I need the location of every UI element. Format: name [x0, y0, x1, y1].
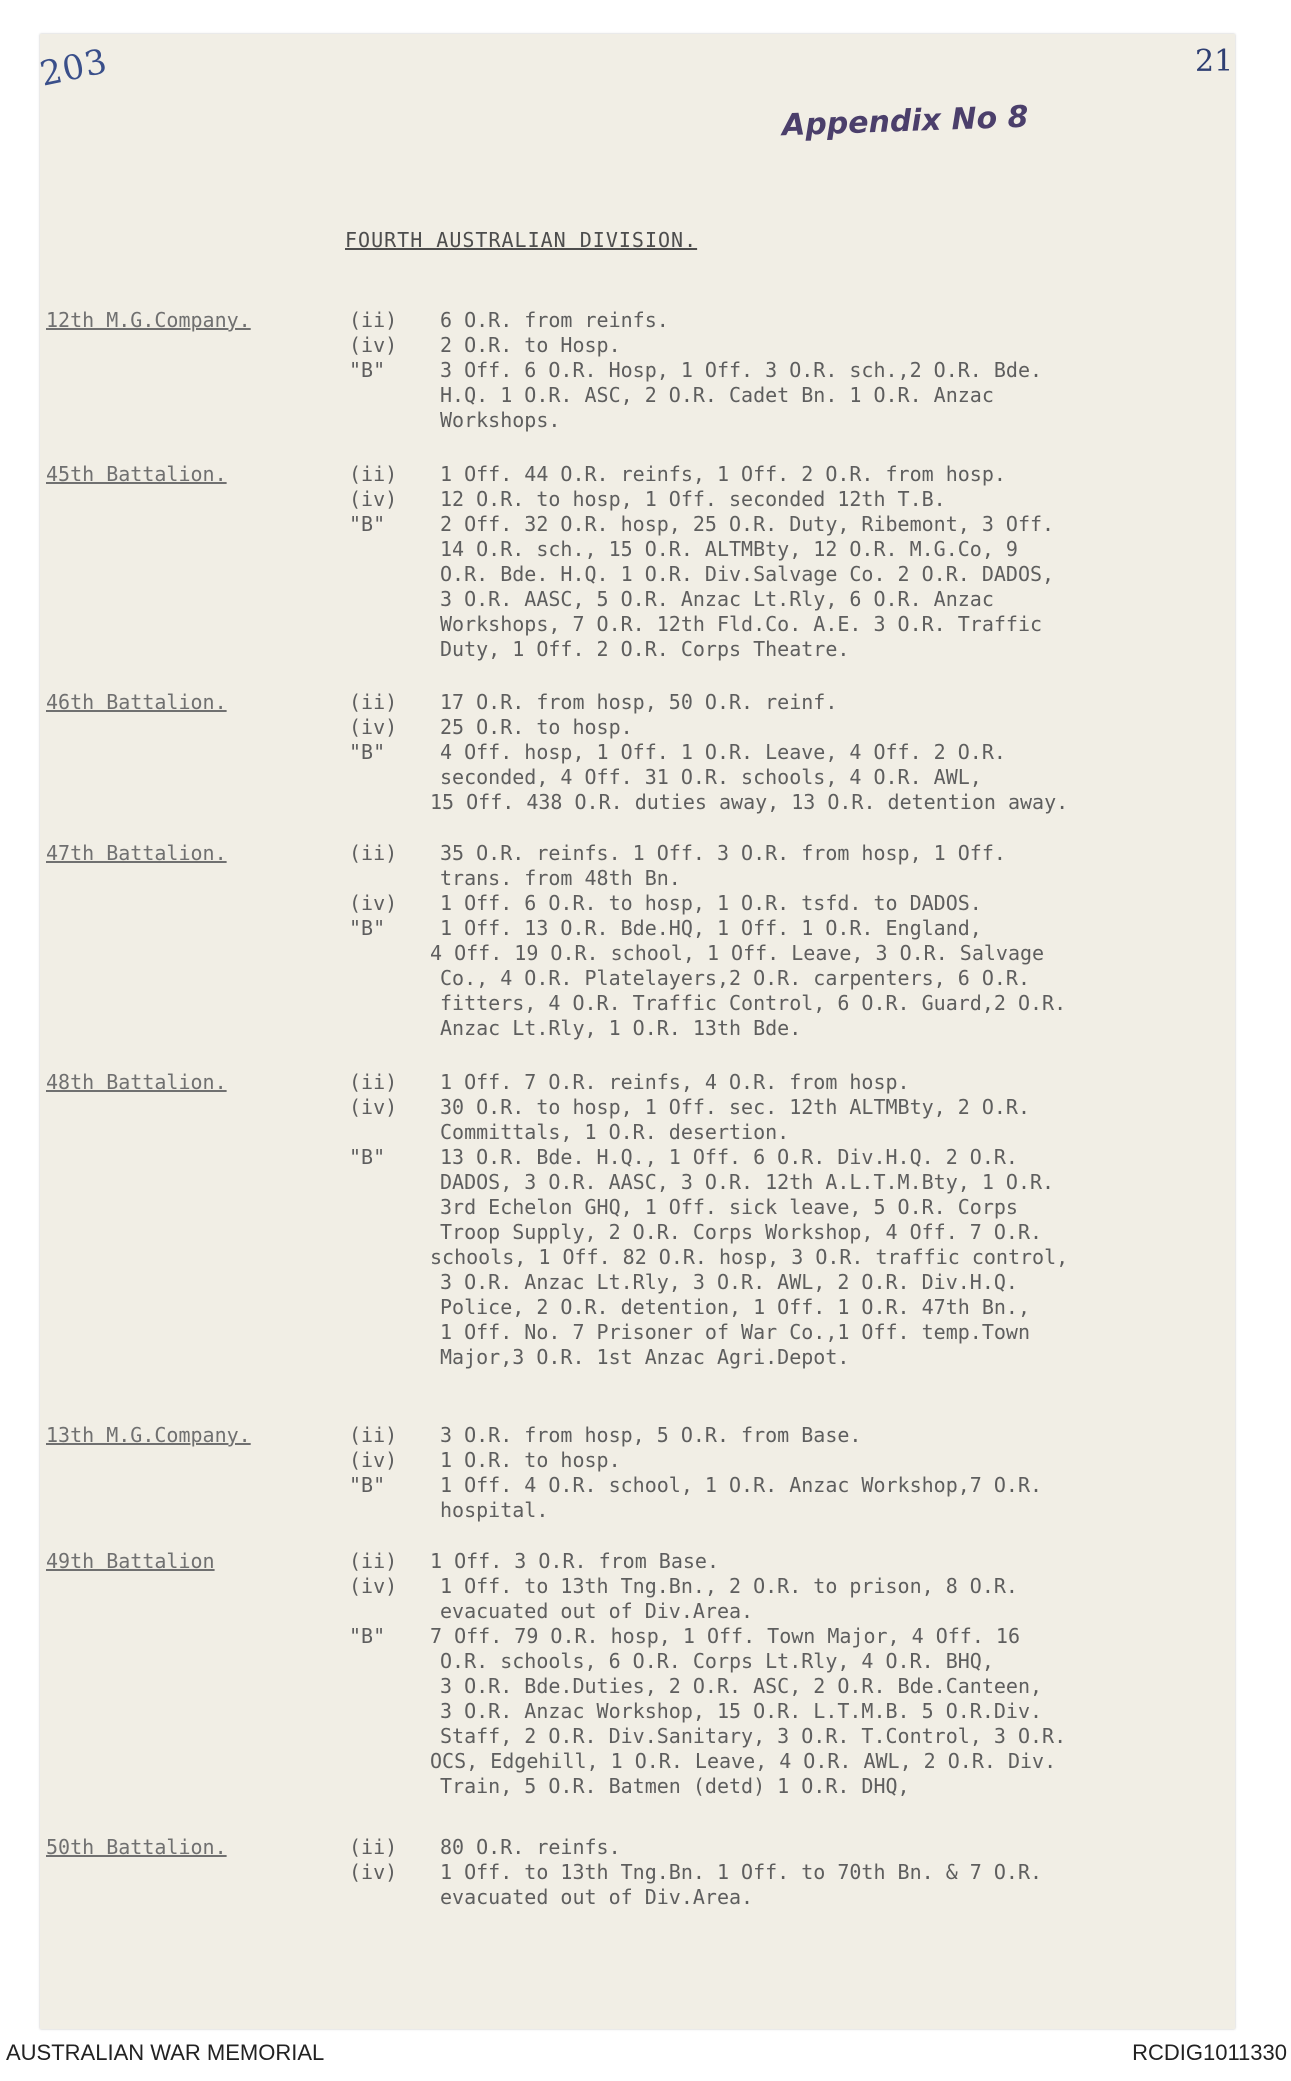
return-text: hospital.	[440, 1498, 549, 1522]
return-code: (ii)	[349, 1423, 398, 1447]
return-text: H.Q. 1 O.R. ASC, 2 O.R. Cadet Bn. 1 O.R. Anzac	[440, 383, 994, 407]
unit-name: 12th M.G.Company.	[46, 308, 251, 332]
return-text: 1 Off. to 13th Tng.Bn. 1 Off. to 70th Bn. & 7 O.R.	[440, 1860, 1043, 1884]
return-text: DADOS, 3 O.R. AASC, 3 O.R. 12th A.L.T.M.Bty, 1 O.R.	[440, 1170, 1055, 1194]
return-text: 3 O.R. Anzac Workshop, 15 O.R. L.T.M.B. 5 O.R.Div.	[440, 1699, 1043, 1723]
return-code: (ii)	[349, 1549, 398, 1573]
return-text: 1 Off. 13 O.R. Bde.HQ, 1 Off. 1 O.R. England,	[440, 916, 982, 940]
return-text: Anzac Lt.Rly, 1 O.R. 13th Bde.	[440, 1016, 802, 1040]
return-code: (iv)	[349, 891, 398, 915]
return-text: 14 O.R. sch., 15 O.R. ALTMBty, 12 O.R. M.G.Co, 9	[440, 537, 1018, 561]
return-text: OCS, Edgehill, 1 O.R. Leave, 4 O.R. AWL, 2 O.R. Div.	[430, 1749, 1057, 1773]
unit-name: 45th Battalion.	[46, 462, 227, 486]
return-text: 17 O.R. from hosp, 50 O.R. reinf.	[440, 690, 838, 714]
return-text: 1 Off. No. 7 Prisoner of War Co.,1 Off. temp.Town	[440, 1320, 1031, 1344]
return-code: "B"	[349, 1473, 386, 1497]
appendix-stamp: Appendix No 8	[781, 99, 1030, 144]
return-text: 3 O.R. from hosp, 5 O.R. from Base.	[440, 1423, 862, 1447]
return-text: 7 Off. 79 O.R. hosp, 1 Off. Town Major, 4 Off. 16	[430, 1624, 1021, 1648]
return-text: 1 Off. 3 O.R. from Base.	[430, 1549, 719, 1573]
return-code: (iv)	[349, 1574, 398, 1598]
return-code: (ii)	[349, 462, 398, 486]
return-text: 2 Off. 32 O.R. hosp, 25 O.R. Duty, Ribemont, 3 Off.	[440, 512, 1055, 536]
unit-name: 48th Battalion.	[46, 1070, 227, 1094]
return-text: Troop Supply, 2 O.R. Corps Workshop, 4 Off. 7 O.R.	[440, 1220, 1043, 1244]
return-code: (ii)	[349, 841, 398, 865]
return-text: O.R. Bde. H.Q. 1 O.R. Div.Salvage Co. 2 O.R. DADOS,	[440, 562, 1055, 586]
return-text: Co., 4 O.R. Platelayers,2 O.R. carpenters, 6 O.R.	[440, 966, 1031, 990]
return-text: 15 Off. 438 O.R. duties away, 13 O.R. detention away.	[430, 790, 1069, 814]
return-text: Workshops.	[440, 408, 561, 432]
return-code: (iv)	[349, 1095, 398, 1119]
return-code: "B"	[349, 512, 386, 536]
return-code: (iv)	[349, 487, 398, 511]
return-text: 4 Off. hosp, 1 Off. 1 O.R. Leave, 4 Off. 2 O.R.	[440, 740, 1006, 764]
return-text: fitters, 4 O.R. Traffic Control, 6 O.R. Guard,2 O.R.	[440, 991, 1067, 1015]
page-number: 21	[1195, 44, 1234, 79]
return-code: "B"	[349, 358, 386, 382]
return-code: (ii)	[349, 1835, 398, 1859]
return-text: 3 O.R. Bde.Duties, 2 O.R. ASC, 2 O.R. Bde.Canteen,	[440, 1674, 1043, 1698]
return-code: (ii)	[349, 690, 398, 714]
unit-name: 46th Battalion.	[46, 690, 227, 714]
return-text: 2 O.R. to Hosp.	[440, 333, 621, 357]
return-text: 3rd Echelon GHQ, 1 Off. sick leave, 5 O.R. Corps	[440, 1195, 1018, 1219]
return-text: 12 O.R. to hosp, 1 Off. seconded 12th T.B.	[440, 487, 946, 511]
return-text: 13 O.R. Bde. H.Q., 1 Off. 6 O.R. Div.H.Q. 2 O.R.	[440, 1145, 1018, 1169]
return-code: "B"	[349, 740, 386, 764]
return-text: seconded, 4 Off. 31 O.R. schools, 4 O.R. AWL,	[440, 765, 982, 789]
unit-name: 49th Battalion	[46, 1549, 215, 1573]
return-text: 1 Off. 4 O.R. school, 1 O.R. Anzac Workshop,7 O.R.	[440, 1473, 1043, 1497]
return-text: 30 O.R. to hosp, 1 Off. sec. 12th ALTMBty, 2 O.R.	[440, 1095, 1031, 1119]
unit-name: 50th Battalion.	[46, 1835, 227, 1859]
return-text: O.R. schools, 6 O.R. Corps Lt.Rly, 4 O.R. BHQ,	[440, 1649, 994, 1673]
return-code: "B"	[349, 1624, 386, 1648]
return-text: 6 O.R. from reinfs.	[440, 308, 669, 332]
unit-name: 47th Battalion.	[46, 841, 227, 865]
return-code: (iv)	[349, 715, 398, 739]
return-text: 35 O.R. reinfs. 1 Off. 3 O.R. from hosp, 1 Off.	[440, 841, 1006, 865]
return-text: 1 Off. 44 O.R. reinfs, 1 Off. 2 O.R. from hosp.	[440, 462, 1006, 486]
return-text: schools, 1 Off. 82 O.R. hosp, 3 O.R. traffic control,	[430, 1245, 1069, 1269]
return-text: 1 Off. to 13th Tng.Bn., 2 O.R. to prison, 8 O.R.	[440, 1574, 1018, 1598]
return-code: (ii)	[349, 308, 398, 332]
return-text: 3 O.R. AASC, 5 O.R. Anzac Lt.Rly, 6 O.R. Anzac	[440, 587, 994, 611]
unit-name: 13th M.G.Company.	[46, 1423, 251, 1447]
return-text: Major,3 O.R. 1st Anzac Agri.Depot.	[440, 1345, 850, 1369]
folio-stamp: 203	[36, 41, 112, 95]
return-text: 1 Off. 7 O.R. reinfs, 4 O.R. from hosp.	[440, 1070, 910, 1094]
return-text: 4 Off. 19 O.R. school, 1 Off. Leave, 3 O.R. Salvage	[430, 941, 1045, 965]
return-code: "B"	[349, 916, 386, 940]
return-text: Police, 2 O.R. detention, 1 Off. 1 O.R. 47th Bn.,	[440, 1295, 1031, 1319]
return-code: (ii)	[349, 1070, 398, 1094]
return-text: 3 O.R. Anzac Lt.Rly, 3 O.R. AWL, 2 O.R. Div.H.Q.	[440, 1270, 1018, 1294]
return-text: evacuated out of Div.Area.	[440, 1885, 754, 1909]
division-title: FOURTH AUSTRALIAN DIVISION.	[345, 228, 698, 252]
footer-record-id: RCDIG1011330	[1132, 2040, 1287, 2065]
return-text: Train, 5 O.R. Batmen (detd) 1 O.R. DHQ,	[440, 1774, 910, 1798]
return-code: (iv)	[349, 1448, 398, 1472]
return-text: Committals, 1 O.R. desertion.	[440, 1120, 790, 1144]
return-code: (iv)	[349, 333, 398, 357]
return-code: (iv)	[349, 1860, 398, 1884]
return-text: Staff, 2 O.R. Div.Sanitary, 3 O.R. T.Control, 3 O.R.	[440, 1724, 1067, 1748]
return-text: evacuated out of Div.Area.	[440, 1599, 754, 1623]
return-text: 1 O.R. to hosp.	[440, 1448, 621, 1472]
return-text: Workshops, 7 O.R. 12th Fld.Co. A.E. 3 O.R. Traffic	[440, 612, 1043, 636]
footer-institution: AUSTRALIAN WAR MEMORIAL	[6, 2040, 325, 2065]
return-text: 1 Off. 6 O.R. to hosp, 1 O.R. tsfd. to DADOS.	[440, 891, 982, 915]
return-text: 25 O.R. to hosp.	[440, 715, 633, 739]
return-text: 80 O.R. reinfs.	[440, 1835, 621, 1859]
return-code: "B"	[349, 1145, 386, 1169]
return-text: trans. from 48th Bn.	[440, 866, 681, 890]
return-text: 3 Off. 6 O.R. Hosp, 1 Off. 3 O.R. sch.,2 O.R. Bde.	[440, 358, 1043, 382]
return-text: Duty, 1 Off. 2 O.R. Corps Theatre.	[440, 637, 850, 661]
